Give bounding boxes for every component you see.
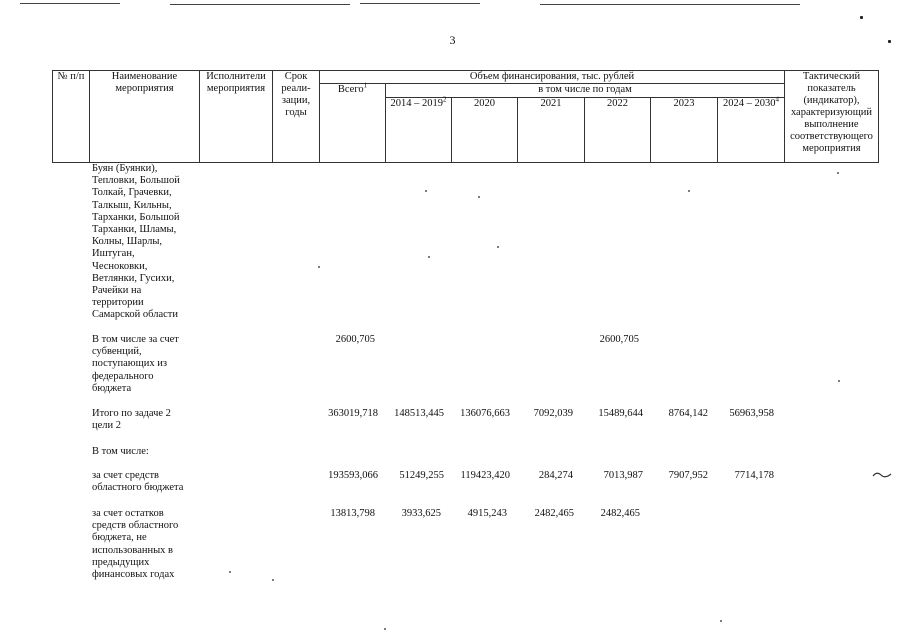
scan-speck xyxy=(837,172,839,174)
scan-edge-line xyxy=(170,4,350,5)
row-total-2023: 8764,142 xyxy=(668,408,708,419)
row-name-regional: за счет средств областного бюджета xyxy=(92,470,184,494)
scan-edge-line xyxy=(360,3,480,4)
row-total-2014: 148513,445 xyxy=(394,408,444,419)
row-total-2021: 7092,039 xyxy=(533,408,573,419)
scan-edge-line xyxy=(20,3,120,4)
scan-speck xyxy=(384,628,386,630)
row-name-settlements: Буян (Буянки), Тепловки, Большой Толкай, Грачевки, Талкыш, Кильны, Тарханки, Большой Тарханки, Шламы, Колны, Шарлы, Иштуган, Чесноковки, Ветлянки, Гусихи, Рачейки на территории Самарской области xyxy=(92,163,180,321)
header-total: Всего$^1$ xyxy=(320,84,386,163)
scan-speck xyxy=(229,571,231,573)
row-total-2022: 15489,644 xyxy=(598,408,643,419)
row-regional-2014: 51249,255 xyxy=(399,470,444,481)
row-total-total: 363019,718 xyxy=(328,408,378,419)
scan-speck xyxy=(428,256,430,258)
scan-speck xyxy=(272,579,274,581)
header-no: № п/п xyxy=(53,71,90,163)
row-regional-2021: 284,274 xyxy=(538,470,573,481)
row-regional-2022: 7013,987 xyxy=(603,470,643,481)
row-total-2024: 56963,958 xyxy=(729,408,774,419)
header-year-2022: 2022 xyxy=(585,98,651,163)
row-name-remaining: за счет остатков средств областного бюджета, не использованных в предыдущих финансовых годах xyxy=(92,508,179,581)
row-federal-2022: 2600,705 xyxy=(599,334,639,345)
page-number: 3 xyxy=(449,33,456,47)
scan-speck xyxy=(425,190,427,192)
header-term: Срок реали-зации, годы xyxy=(273,71,320,163)
header-executors: Исполнители мероприятия xyxy=(200,71,273,163)
row-regional-2020: 119423,420 xyxy=(460,470,510,481)
row-remaining-2021: 2482,465 xyxy=(534,508,574,519)
row-name-total: Итого по задаче 2 цели 2 xyxy=(92,408,171,432)
header-year-2023: 2023 xyxy=(651,98,718,163)
header-year-2024-2030: 2024 – 2030$^4$ xyxy=(718,98,785,163)
scan-speck xyxy=(497,246,499,248)
row-name-including: В том числе: xyxy=(92,446,149,457)
row-remaining-2022: 2482,465 xyxy=(600,508,640,519)
row-regional-total: 193593,066 xyxy=(328,470,378,481)
table-header xyxy=(52,70,879,163)
header-name: Наименование мероприятия xyxy=(90,71,200,163)
row-remaining-2020: 4915,243 xyxy=(467,508,507,519)
header-year-2014-2019: 2014 – 2019$^2$ xyxy=(386,98,452,163)
row-name-federal: В том числе за счет субвенций, поступающих из федерального бюджета xyxy=(92,334,179,394)
header-by-year: в том числе по годам xyxy=(386,84,785,98)
row-total-2020: 136076,663 xyxy=(460,408,510,419)
header-year-2020: 2020 xyxy=(452,98,518,163)
row-remaining-total: 13813,798 xyxy=(330,508,375,519)
row-remaining-2014: 3933,625 xyxy=(401,508,441,519)
row-federal-total: 2600,705 xyxy=(335,334,375,345)
scan-squiggle-mark xyxy=(872,470,892,480)
row-regional-2023: 7907,952 xyxy=(668,470,708,481)
scan-speck xyxy=(478,196,480,198)
scan-speck xyxy=(860,16,863,19)
header-year-2021: 2021 xyxy=(518,98,585,163)
scan-edge-line xyxy=(540,4,800,5)
header-financing: Объем финансирования, тыс. рублей xyxy=(320,71,785,84)
scan-speck xyxy=(888,40,891,43)
scan-speck xyxy=(720,620,722,622)
scan-speck xyxy=(838,380,840,382)
scan-speck xyxy=(318,266,320,268)
scan-speck xyxy=(688,190,690,192)
header-indicator: Тактический показатель (индикатор), характеризующий выполнение соответствующего мероприятия xyxy=(785,71,879,163)
row-regional-2024: 7714,178 xyxy=(734,470,774,481)
